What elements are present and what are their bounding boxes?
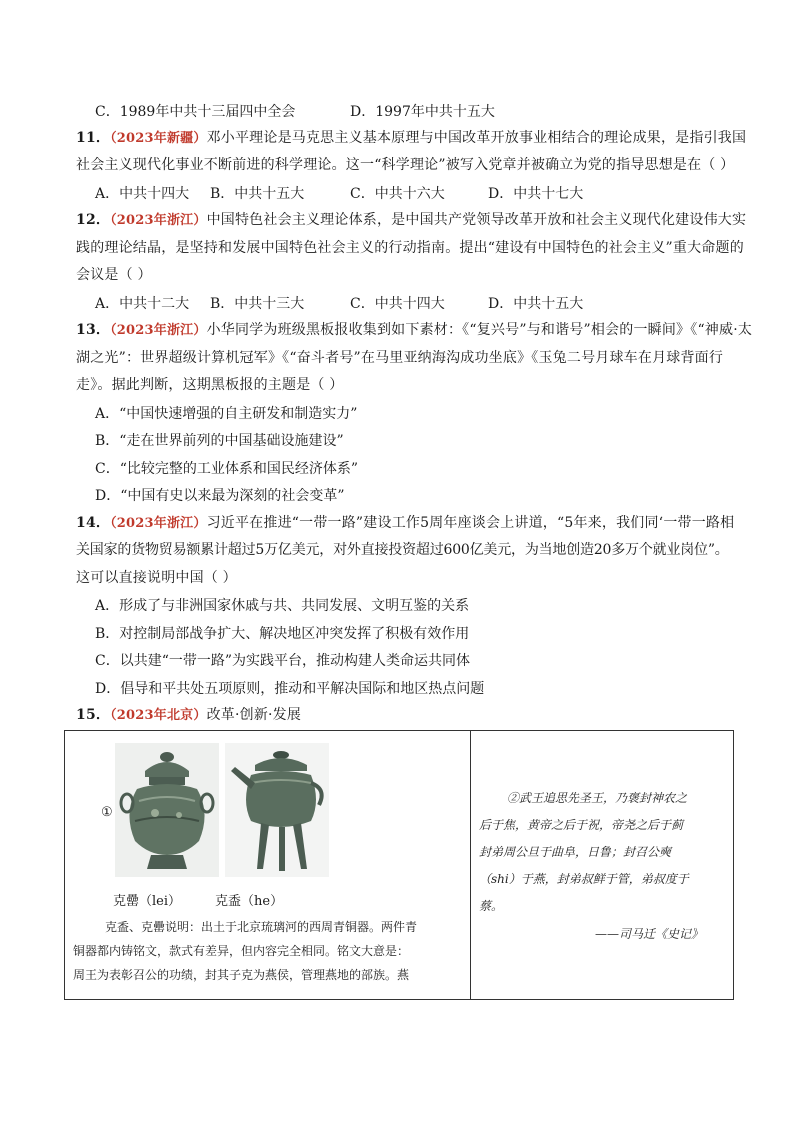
question-13-line-3: 走》。据此判断，这期黑板报的主题是（ ） [76, 377, 344, 393]
question-15-line-1 [76, 705, 301, 726]
question-12-line-3: 会议是（ ） [76, 267, 152, 283]
caption-lei: 克罍（lei） [113, 894, 182, 909]
question-12-line-2: 践的理论结晶，是坚持和发展中国特色社会主义的行动指南。提出“建设有中国特色的社会主义”重大命题的 [76, 240, 744, 256]
question-number: 11． [76, 130, 111, 146]
q13-option-a: A．“中国快速增强的自主研发和制造实力” [95, 406, 358, 422]
q12-option-a: A．中共十二大 [95, 296, 190, 312]
note-line-3: 周王为表彰召公的功绩，封其子克为燕侯，管理燕地的部族。燕 [73, 968, 410, 982]
question-number: 15． [76, 707, 111, 723]
q11-option-c: C．中共十六大 [350, 186, 445, 202]
question-13-line-2: 湖之光”：世界超级计算机冠军》《“奋斗者号”在马里亚纳海沟成功坐底》《玉兔二号月球车在月球背面行 [76, 350, 724, 366]
q11-option-a: A．中共十四大 [95, 186, 190, 202]
source-tag: （2023年新疆） [110, 131, 207, 146]
caption-he: 克盉（he） [215, 894, 284, 909]
q12-option-c: C．中共十四大 [350, 296, 445, 312]
bronze-he-image [225, 743, 329, 877]
question-11-line-2: 社会主义现代化事业不断前进的科学理论。这一“科学理论”被写入党章并被确立为党的指导思想是在（ ） [76, 157, 735, 173]
question-text: 小华同学为班级黑板报收集到如下素材：《“复兴号”与和谐号”相会的一瞬间》《“神威·太 [206, 322, 753, 338]
source-tag: （2023年浙江） [110, 213, 207, 228]
question-text: 习近平在推进“一带一路”建设工作5周年座谈会上讲道，“5年来，我们同‘一带一路相 [206, 515, 735, 531]
q13-option-c: C．“比较完整的工业体系和国民经济体系” [95, 461, 359, 477]
question-text: 中国特色社会主义理论体系，是中国共产党领导改革开放和社会主义现代化建设伟大实 [206, 212, 747, 228]
question-14-line-3: 这可以直接说明中国（ ） [76, 570, 237, 586]
quote-line-4: （shi）于燕，封弟叔鲜于管，弟叔度于 [479, 872, 689, 886]
q12-option-b: B．中共十三大 [210, 296, 305, 312]
source-tag: （2023年北京） [110, 708, 207, 723]
quote-line-2: 后于焦，黄帝之后于祝，帝尧之后于蓟 [479, 818, 684, 832]
bronze-lei-image [115, 743, 219, 877]
note-line-2: 铜器都内铸铭文，款式有差异，但内容完全相同。铭文大意是： [73, 944, 410, 958]
question-12-line-1 [76, 210, 746, 231]
q13-option-b: B．“走在世界前列的中国基础设施建设” [95, 433, 344, 449]
quote-line-1: ②武王追思先圣王，乃褒封神农之 [507, 791, 688, 805]
quote-line-3: 封弟周公旦于曲阜，日鲁；封召公奭 [479, 845, 672, 859]
q12-option-d: D．中共十五大 [488, 296, 584, 312]
source-tag: （2023年浙江） [110, 516, 207, 531]
q11-option-b: B．中共十五大 [210, 186, 305, 202]
q11-option-d: D．中共十七大 [488, 186, 584, 202]
material-table [64, 730, 734, 1000]
quote-line-5: 蔡。 [479, 899, 504, 913]
q14-option-a: A．形成了与非洲国家休戚与共、共同发展、文明互鉴的关系 [95, 598, 470, 614]
question-number: 14． [76, 515, 111, 531]
material-marker-1: ① [101, 805, 113, 820]
question-text: 邓小平理论是马克思主义基本原理与中国改革开放事业相结合的理论成果，是指引我国 [206, 130, 747, 146]
q14-option-c: C．以共建“一带一路”为实践平台，推动构建人类命运共同体 [95, 653, 471, 669]
question-14-line-1 [76, 513, 734, 534]
note-line-1: 克盉、克罍说明：出土于北京琉璃河的西周青铜器。两件青 [105, 920, 418, 934]
question-text: 改革·创新·发展 [206, 707, 302, 723]
option-c-prev: C．1989年中共十三届四中全会 [95, 104, 296, 120]
q14-option-d: D．倡导和平共处五项原则，推动和平解决国际和地区热点问题 [95, 681, 485, 697]
material-2-cell [471, 731, 734, 1000]
q13-option-d: D．“中国有史以来最为深刻的社会变革” [95, 488, 345, 504]
question-13-line-1 [76, 320, 752, 341]
question-number: 13． [76, 322, 111, 338]
option-d-prev: D．1997年中共十五大 [350, 104, 495, 120]
source-tag: （2023年浙江） [110, 323, 207, 338]
quote-attribution: ——司马迁《史记》 [595, 927, 704, 941]
question-14-line-2: 关国家的货物贸易额累计超过5万亿美元，对外直接投资超过600亿美元，为当地创造20多万个就业岗位”。 [76, 542, 729, 558]
q14-option-b: B．对控制局部战争扩大、解决地区冲突发挥了积极有效作用 [95, 626, 470, 642]
question-11-line-1 [76, 128, 746, 149]
material-1-cell [65, 731, 471, 1000]
question-number: 12． [76, 212, 111, 228]
